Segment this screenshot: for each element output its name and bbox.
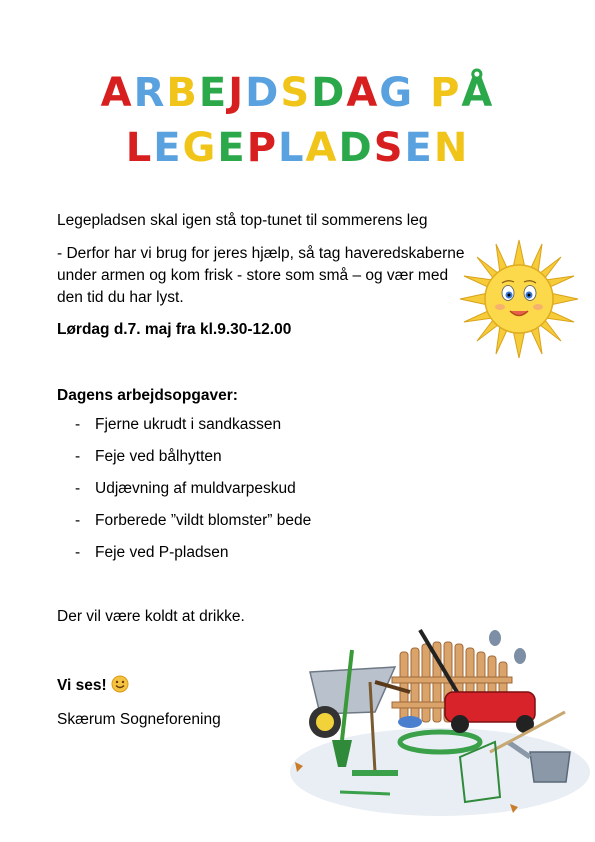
task-item: - Feje ved P-pladsen	[75, 544, 229, 561]
title-letter: R	[133, 70, 167, 116]
title-letter: A	[346, 70, 380, 116]
date-time: Lørdag d.7. maj fra kl.9.30-12.00	[57, 321, 292, 338]
title-letter: A	[305, 125, 339, 171]
title-letter: D	[311, 70, 347, 116]
title-letter: G	[379, 70, 415, 116]
title-letter: A	[100, 70, 134, 116]
signature: Skærum Sogneforening	[57, 711, 221, 728]
smiley-icon	[111, 675, 129, 700]
intro-text: Legepladsen skal igen stå top-tunet til sommerens leg	[57, 212, 428, 229]
title-letter: D	[338, 125, 374, 171]
sun-illustration	[458, 238, 580, 365]
title-letter: P	[430, 70, 462, 116]
title-letter: D	[245, 70, 281, 116]
tasks-heading: Dagens arbejdsopgaver:	[57, 387, 238, 404]
request-text: - Derfor har vi brug for jeres hjælp, så tag haveredskaberne under armen og kom frisk - store som små – og vær med den tid du har lyst.	[57, 245, 465, 306]
title-letter: E	[153, 125, 183, 171]
title-letter: E	[404, 125, 434, 171]
title-letter: E	[217, 125, 247, 171]
task-item: - Feje ved bålhytten	[75, 448, 222, 465]
task-list	[75, 414, 311, 574]
closing-line: Vi ses!	[57, 675, 129, 700]
task-item: - Udjævning af muldvarpeskud	[75, 480, 296, 497]
title-letter: G	[182, 125, 218, 171]
title-line-2	[0, 125, 595, 171]
title-letter: L	[278, 125, 306, 171]
title-letter: N	[433, 125, 470, 171]
title-letter: S	[373, 125, 405, 171]
title-letter: S	[280, 70, 312, 116]
task-item: - Forberede ”vildt blomster” bede	[75, 512, 312, 529]
title-line-1	[0, 70, 595, 116]
title-letter: Å	[461, 70, 495, 116]
garden-tools-illustration	[280, 622, 590, 827]
title-letter: J	[228, 70, 246, 116]
title-letter: P	[246, 125, 279, 171]
title-letter: L	[125, 125, 154, 171]
title-letter: E	[198, 70, 229, 116]
title-letter: B	[166, 70, 199, 116]
drinks-note: Der vil være koldt at drikke.	[57, 608, 245, 625]
task-item: - Fjerne ukrudt i sandkassen	[75, 416, 282, 433]
title-letter	[414, 70, 430, 116]
